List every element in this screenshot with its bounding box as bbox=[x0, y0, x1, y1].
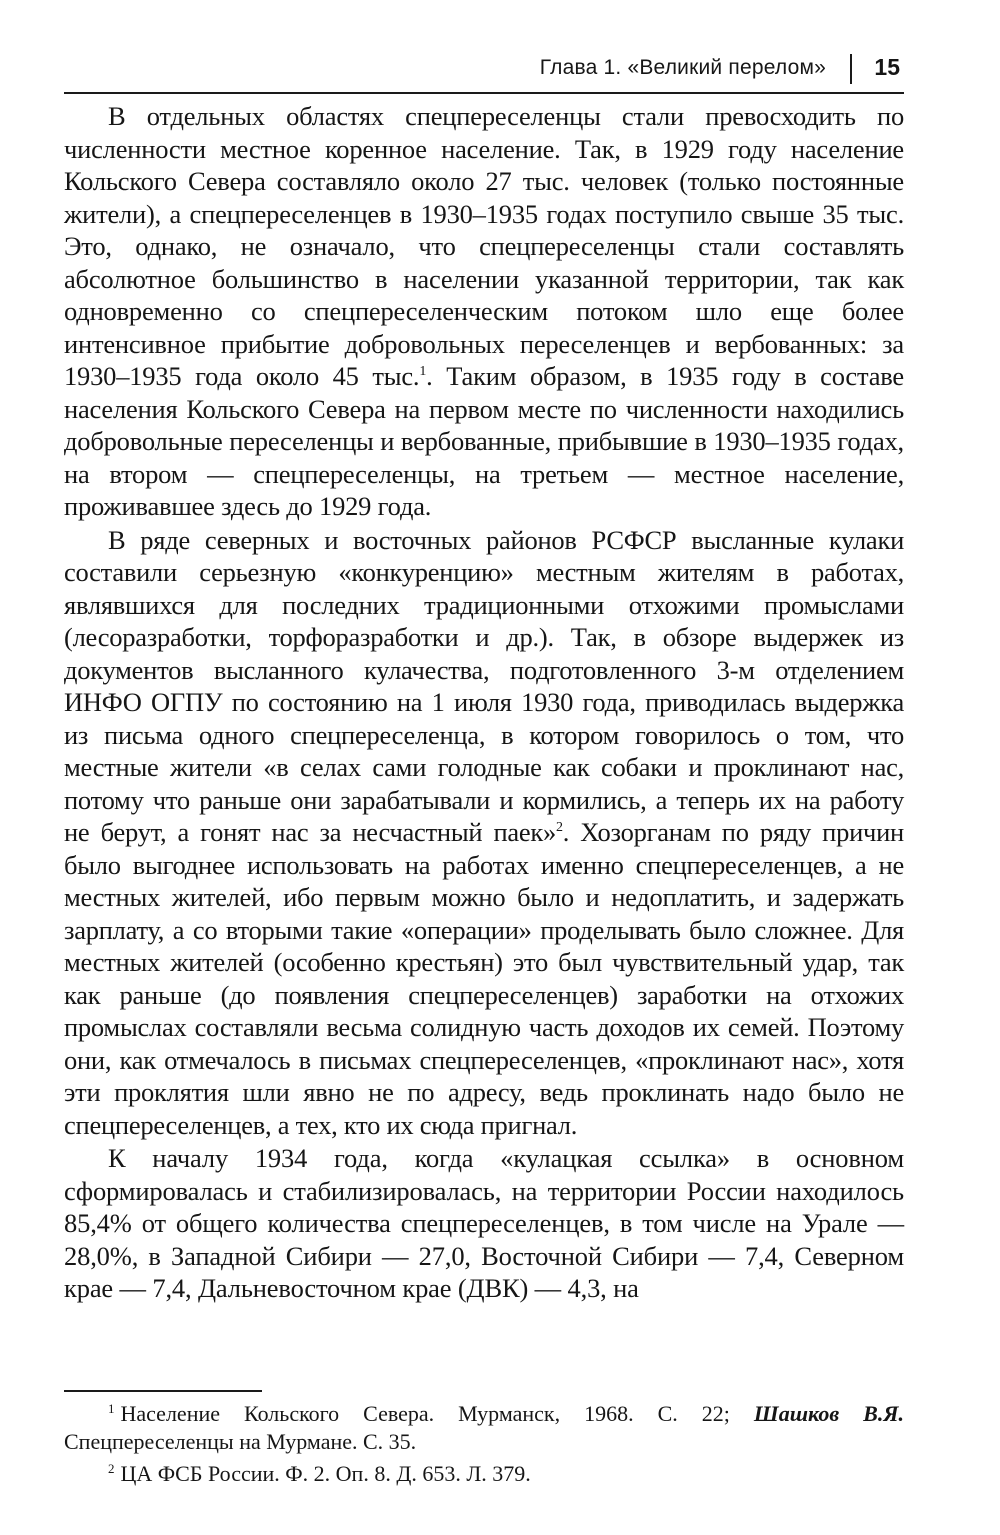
paragraph-3 bbox=[64, 1142, 904, 1305]
footnote-1-text-a: Население Кольского Севера. Мурманск, 1968. С. 22; bbox=[120, 1401, 754, 1426]
footnote-2 bbox=[64, 1460, 904, 1488]
footnote-1-author: Шашков В.Я. bbox=[753, 1401, 905, 1426]
footnote-1-mark: 1 bbox=[108, 1400, 115, 1416]
paragraph-2 bbox=[64, 524, 904, 1142]
footnote-2-text: ЦА ФСБ России. Ф. 2. Оп. 8. Д. 653. Л. 379. bbox=[120, 1461, 531, 1486]
paragraph-1 bbox=[64, 100, 904, 523]
page-number: 15 bbox=[874, 54, 900, 80]
footnote-2-mark: 2 bbox=[108, 1460, 115, 1476]
paragraph-3-text: К началу 1934 года, когда «кулацкая ссылка» в основном сформировалась и стабилизировалась, на территории России находилось 85,4% от общего количества спецпереселенцев, в том числе на Урале — 28,0%, в Западной Сибири — 27,0, Восточной Сибири — 7,4, Северном крае — 7,4, Дальневосточном крае (ДВК) — 4,3, на bbox=[64, 1143, 904, 1303]
footnote-divider bbox=[64, 1390, 262, 1392]
paragraph-2-part-a: В ряде северных и восточных районов РСФСР высланные кулаки составили серьезную «конкуренцию» местным жителям в работах, являвшихся для последних традиционными отхожими промыслами (лесоразработки, торфоразработки и др.). Так, в обзоре выдержек из документов высланного кулачества, подготовленного 3-м отделением ИНФО ОГПУ по состоянию на 1 июля 1930 года, приводилась выдержка из письма одного спецпереселенца, в котором говорилось о том, что местные жители «в селах сами голодные как собаки и проклинают нас, потому что раньше они зарабатывали и кормились, а теперь их на работу не берут, а гонят нас за несчастный паек» bbox=[64, 524, 904, 847]
header-separator bbox=[850, 54, 852, 84]
paragraph-1-part-b: . Таким образом, в 1935 году в составе населения Кольского Севера на первом месте по численности находились добровольные переселенцы и вербованные, прибывшие в 1930–1935 годах, на втором — спецпереселенцы, на третьем — местное население, проживавшее здесь до 1929 года. bbox=[64, 361, 904, 521]
footnote-1-text-b: Спецпереселенцы на Мурмане. С. 35. bbox=[64, 1429, 417, 1454]
footnotes bbox=[64, 1400, 904, 1492]
running-header bbox=[64, 52, 904, 94]
paragraph-2-part-b: . Хозорганам по ряду причин было выгоднее использовать на работах именно спецпереселенцев, а не местных жителей, ибо первым можно было и недоплатить, и задержать зарплату, а со вторыми такие «операции» проделывать было сложнее. Для местных жителей (особенно крестьян) это был чувствительный удар, так как раньше (до появления спецпереселенцев) заработки на отхожих промыслах составляли весьма солидную часть доходов их семей. Поэтому они, как отмечалось в письмах спецпереселенцев, «проклинают нас», хотя эти проклятия шли явно не по адресу, ведь проклинать надо было не спецпереселенцев, а тех, кто их сюда пригнал. bbox=[64, 817, 904, 1140]
chapter-title: Глава 1. «Великий перелом» bbox=[539, 56, 826, 79]
main-text bbox=[64, 100, 904, 1305]
footnote-ref-1: 1 bbox=[419, 364, 427, 380]
paragraph-1-part-a: В отдельных областях спецпереселенцы стали превосходить по численности местное коренное население. Так, в 1929 году население Кольского Севера составляло около 27 тыс. человек (только постоянные жители), а спецпереселенцев в 1930–1935 годах поступило свыше 35 тыс. Это, однако, не означало, что спецпереселенцы стали составлять абсолютное большинство в населении указанной территории, так как одновременно со спецпереселенческим потоком шло еще более интенсивное прибытие добровольных переселенцев и вербованных: за 1930–1935 года около 45 тыс. bbox=[64, 101, 904, 391]
footnote-ref-2: 2 bbox=[556, 820, 563, 836]
footnote-1 bbox=[64, 1400, 904, 1456]
